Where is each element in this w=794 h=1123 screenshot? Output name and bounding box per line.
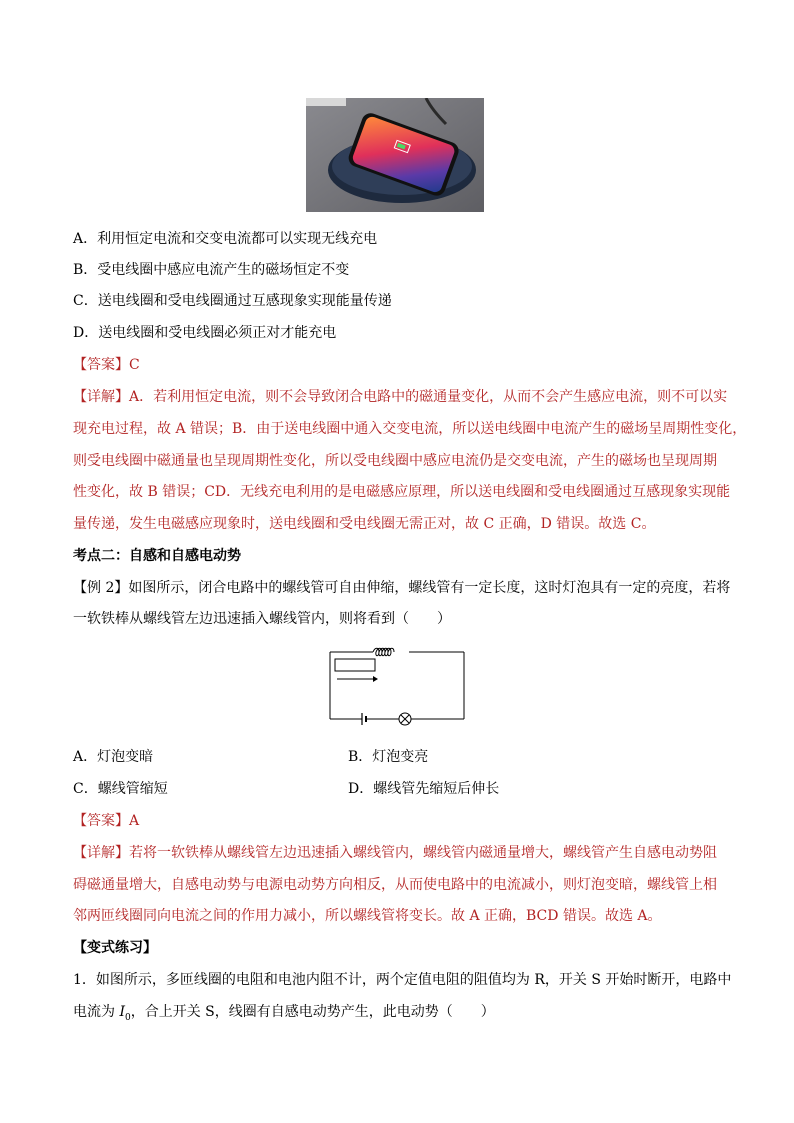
text-fragment: ，合上开关 S，线圈有自感电动势产生，此电动势（ ） [130, 1004, 495, 1020]
option-c: C．螺线管缩短 [73, 781, 168, 797]
detail-line: 量传递，发生电磁感应现象时，送电线圈和受电线圈无需正对，故 C 正确，D 错误。故选 C。 [73, 516, 656, 532]
section-title: 考点二：自感和自感电动势 [73, 548, 241, 564]
option-b: B．受电线圈中感应电流产生的磁场恒定不变 [73, 262, 350, 278]
option-a: A．灯泡变暗 [73, 749, 154, 765]
example-line: 一软铁棒从螺线管左边迅速插入螺线管内，则将看到（ ） [73, 611, 451, 627]
detail-line: 邻两匝线圈同向电流之间的作用力减小，所以螺线管将变长。故 A 正确，BCD 错误。故选 A。 [73, 908, 662, 924]
option-d: D．送电线圈和受电线圈必须正对才能充电 [73, 325, 337, 341]
current-subscript: 0 [124, 1012, 131, 1023]
detail-line: 则受电线圈中磁通量也呈现周期性变化，所以受电线圈中感应电流仍是交变电流，产生的磁场也呈现周期 [73, 453, 717, 469]
detail-line: 性变化，故 B 错误；CD．无线充电利用的是电磁感应原理，所以送电线圈和受电线圈通过互感现象实现能 [73, 484, 731, 500]
option-d: D．螺线管先缩短后伸长 [348, 781, 500, 797]
detail-line: 【详解】A．若利用恒定电流，则不会导致闭合电路中的磁通量变化，从而不会产生感应电流，则不可以实 [73, 389, 728, 405]
detail-line: 【详解】若将一软铁棒从螺线管左边迅速插入螺线管内，螺线管内磁通量增大，螺线管产生自感电动势阻 [73, 845, 717, 861]
example-line: 【例 2】如图所示，闭合电路中的螺线管可自由伸缩，螺线管有一定长度，这时灯泡具有一定的亮度，若将 [73, 580, 731, 596]
practice-title: 【变式练习】 [73, 940, 157, 956]
circuit-diagram [325, 646, 470, 726]
option-b: B．灯泡变亮 [348, 749, 429, 765]
answer: 【答案】A [73, 813, 140, 829]
practice-question-line: 1．如图所示，多匝线圈的电阻和电池内阻不计，两个定值电阻的阻值均为 R，开关 S 开始时断开，电路中 [73, 972, 732, 988]
practice-question-line [73, 1002, 495, 1028]
option-a: A．利用恒定电流和交变电流都可以实现无线充电 [73, 231, 378, 247]
option-c: C．送电线圈和受电线圈通过互感现象实现能量传递 [73, 293, 392, 309]
answer: 【答案】C [73, 357, 140, 373]
detail-line: 碍磁通量增大，自感电动势与电源电动势方向相反，从而使电路中的电流减小，则灯泡变暗，螺线管上相 [73, 877, 717, 893]
detail-line: 现充电过程，故 A 错误；B．由于送电线圈中通入交变电流，所以送电线圈中电流产生的磁场呈周期性变化， [73, 421, 747, 437]
current-symbol: I [119, 1004, 125, 1020]
wireless-charger-photo [306, 98, 484, 212]
text-fragment: 电流为 [73, 1004, 120, 1020]
